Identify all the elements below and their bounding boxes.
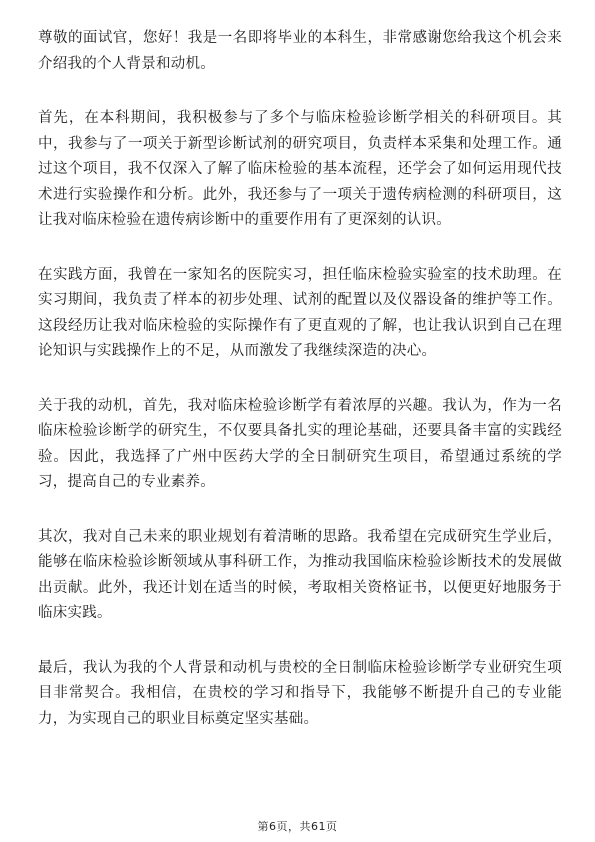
page-number: 第6页，共61页 xyxy=(257,820,338,833)
paragraph-research: 首先，在本科期间，我积极参与了多个与临床检验诊断学相关的科研项目。其中，我参与了一项关于新型诊断试剂的研究项目，负责样本采集和处理工作。通过这个项目，我不仅深入了解了临床检验的基本流程，还学会了如何运用现代技术进行实验操作和分析。此外，我还参与了一项关于遗传病检测的科研项目，这让我对临床检验在遗传病诊断中的重要作用有了更深刻的认识。 xyxy=(38,110,562,228)
paragraph-conclusion: 最后，我认为我的个人背景和动机与贵校的全日制临床检验诊断学专业研究生项目非常契合。我相信，在贵校的学习和指导下，我能够不断提升自己的专业能力，为实现自己的职业目标奠定坚实基础。 xyxy=(38,659,562,727)
paragraph-motivation: 关于我的动机，首先，我对临床检验诊断学有着浓厚的兴趣。我认为，作为一名临床检验诊断学的研究生，不仅要具备扎实的理论基础，还要具备丰富的实践经验。因此，我选择了广州中医药大学的全日制研究生项目，希望通过系统的学习，提高自己的专业素养。 xyxy=(38,397,562,490)
paragraph-practice: 在实践方面，我曾在一家知名的医院实习，担任临床检验实验室的技术助理。在实习期间，我负责了样本的初步处理、试剂的配置以及仪器设备的维护等工作。这段经历让我对临床检验的实际操作有了更直观的了解，也让我认识到自己在理论知识与实践操作上的不足，从而激发了我继续深造的决心。 xyxy=(38,266,562,359)
paragraph-greeting: 尊敬的面试官，您好！我是一名即将毕业的本科生，非常感谢您给我这个机会来介绍我的个人背景和动机。 xyxy=(38,30,562,72)
document-body xyxy=(38,26,562,732)
paragraph-career-plan: 其次，我对自己未来的职业规划有着清晰的思路。我希望在完成研究生学业后，能够在临床检验诊断领域从事科研工作，为推动我国临床检验诊断技术的发展做出贡献。此外，我还计划在适当的时候，考取相关资格证书，以便更好地服务于临床实践。 xyxy=(38,528,562,621)
